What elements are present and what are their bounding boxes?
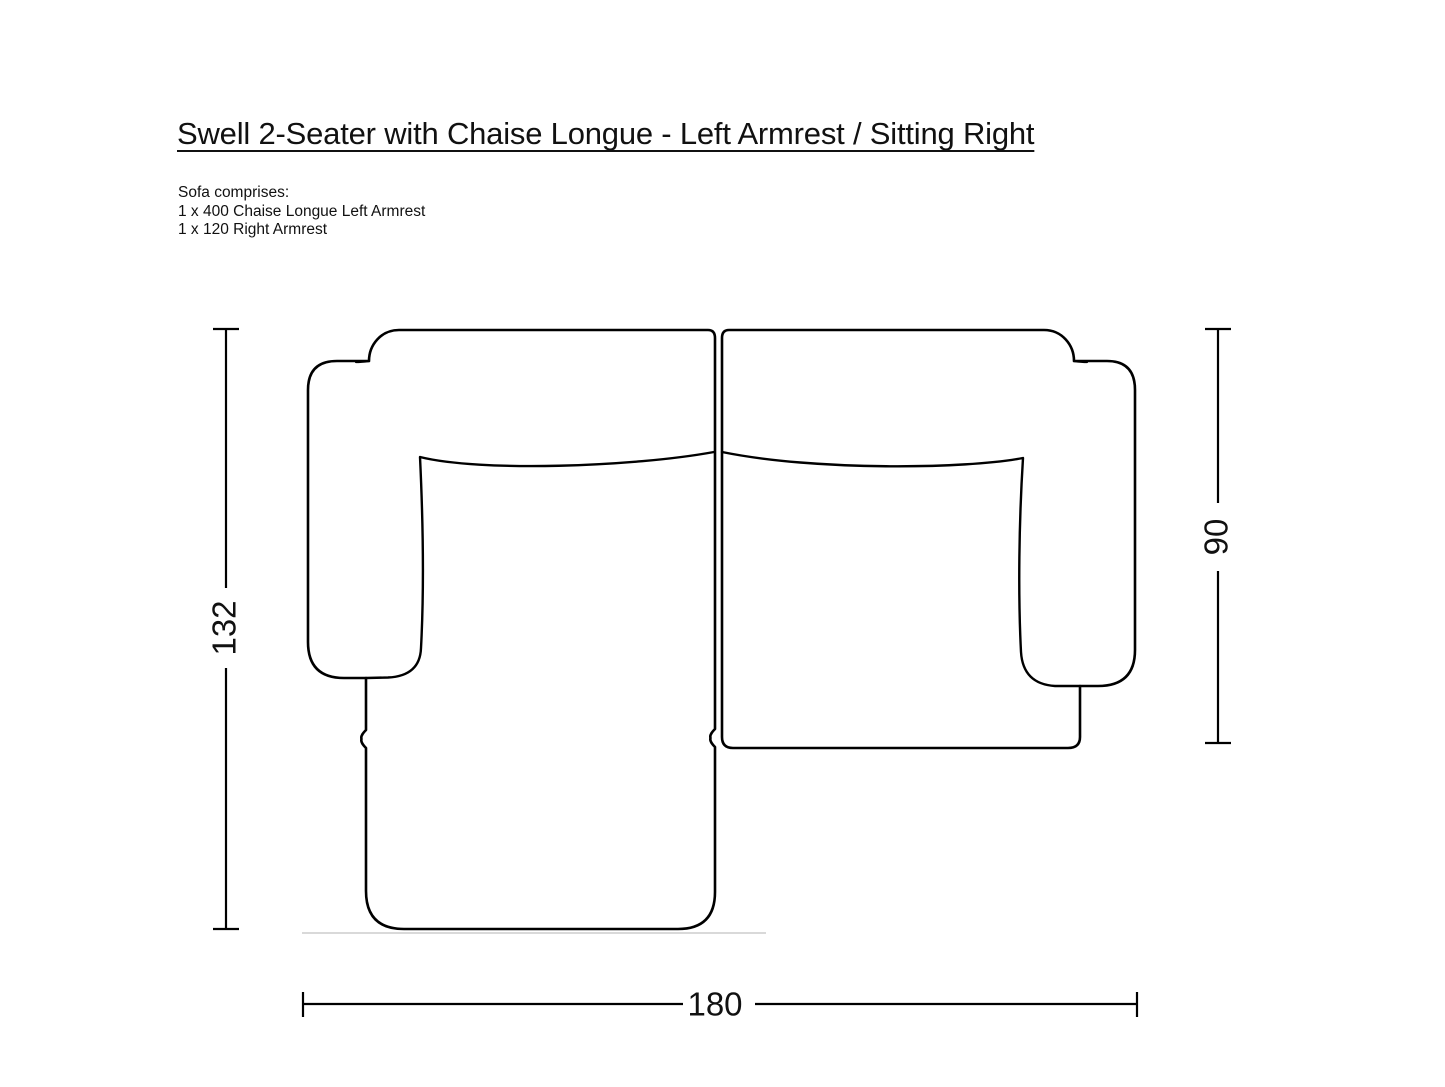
overall-depth-label: 132 [205, 600, 243, 656]
composition-item: 1 x 400 Chaise Longue Left Armrest [178, 202, 426, 220]
composition-heading: Sofa comprises: [178, 184, 290, 201]
overall-width-label: 180 [687, 985, 743, 1023]
seat-depth-label: 90 [1197, 518, 1235, 556]
page-title: Swell 2-Seater with Chaise Longue - Left Armrest / Sitting Right [177, 116, 1035, 151]
composition-item: 1 x 120 Right Armrest [178, 221, 328, 239]
chaise-module-outline [308, 330, 715, 929]
chaise-cushion-line [366, 452, 714, 678]
seat-corner-notch [1074, 361, 1087, 362]
seat-cushion-line [722, 452, 1080, 686]
chaise-corner-notch [356, 361, 369, 362]
